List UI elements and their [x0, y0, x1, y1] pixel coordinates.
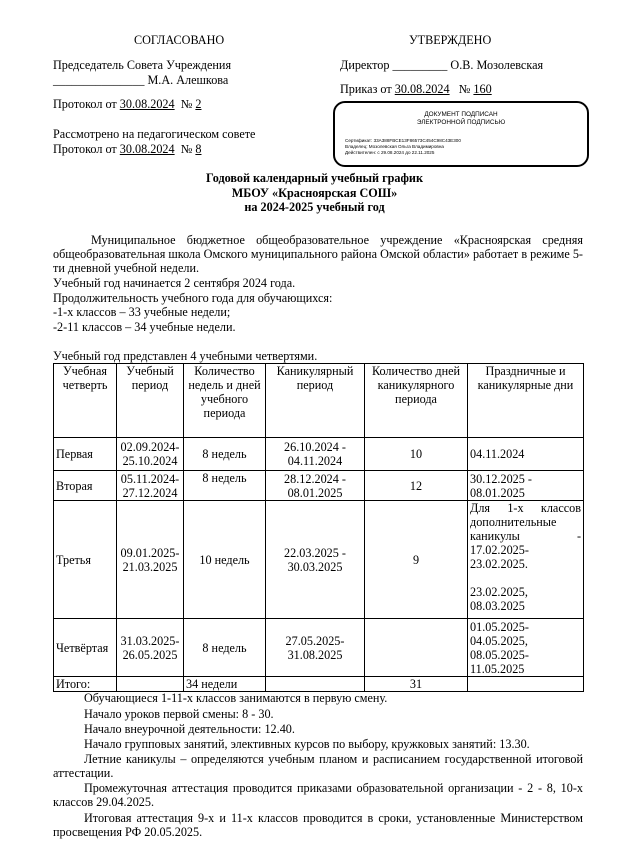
note-group-classes: Начало групповых занятий, элективных курсов по выбору, кружковых занятий: 13.30. — [84, 737, 530, 751]
total-empty-1 — [117, 677, 184, 692]
cell-holidays: 30.12.2025 - 08.01.2025 — [468, 471, 584, 501]
electronic-signature-stamp — [333, 101, 589, 167]
council-protocol-date: 30.08.2024 — [119, 142, 175, 156]
intro-quarters: Учебный год представлен 4 учебными четвертями. — [53, 349, 318, 363]
table-row — [54, 619, 584, 677]
title-line2: МБОУ «Красноярская СОШ» — [231, 186, 398, 200]
intro-grades2-11: -2-11 классов – 34 учебные недели. — [53, 320, 236, 334]
total-days: 31 — [365, 677, 468, 692]
table-row — [54, 471, 584, 501]
cell-period: 09.01.2025-21.03.2025 — [117, 501, 184, 619]
stamp-cert: Сертификат: 33A388FBCE13F86573C454C98C43E300 — [345, 138, 461, 143]
table-row — [54, 501, 584, 619]
header-weeks: Количество недель и дней учебного периода — [184, 364, 266, 438]
protocol-date: 30.08.2024 — [119, 97, 175, 111]
order-no-prefix: № — [458, 82, 471, 96]
cell-vacation: 26.10.2024 - 04.11.2024 — [266, 438, 365, 471]
stamp-valid: Действителен: с 29.08.2024 до 22.11.2025 — [345, 150, 435, 155]
cell-vacation: 27.05.2025-31.08.2025 — [266, 619, 365, 677]
note-shift: Обучающиеся 1-11-х классов занимаются в первую смену. — [84, 691, 388, 705]
cell-weeks: 8 недель — [184, 471, 266, 501]
cell-days: 12 — [365, 471, 468, 501]
cell-quarter: Третья — [54, 501, 117, 619]
cell-holidays: 01.05.2025-04.05.2025, 08.05.2025-11.05.2025 — [468, 619, 584, 677]
chair-name-line: _______________ М.А. Алешкова — [53, 73, 229, 87]
note-lesson-start: Начало уроков первой смены: 8 - 30. — [84, 707, 274, 721]
table-total-row — [54, 677, 584, 692]
cell-holidays: 04.11.2024 — [468, 438, 584, 471]
header-vacation: Каникулярный период — [266, 364, 365, 438]
cell-quarter: Вторая — [54, 471, 117, 501]
council-protocol-line — [53, 142, 201, 156]
cell-period: 05.11.2024-27.12.2024 — [117, 471, 184, 501]
intro-grade1: -1-х классов – 33 учебные недели; — [53, 305, 231, 319]
note-final: Итоговая аттестация 9-х и 11-х классов проводится в сроки, установленные Министерством просвещения РФ 20.05.2025. — [53, 811, 583, 839]
note-summer: Летние каникулы – определяются учебным планом и расписанием государственной итоговой аттестации. — [53, 752, 583, 780]
protocol-prefix: Протокол от — [53, 97, 117, 111]
cell-days: 10 — [365, 438, 468, 471]
council-no-prefix: № — [180, 142, 193, 156]
header-vacation-days: Количество дней каникулярного периода — [365, 364, 468, 438]
total-empty-2 — [266, 677, 365, 692]
total-label: Итого: — [54, 677, 117, 692]
cell-period: 02.09.2024-25.10.2024 — [117, 438, 184, 471]
stamp-line1: ДОКУМЕНТ ПОДПИСАН — [424, 111, 498, 118]
cell-vacation: 28.12.2024 - 08.01.2025 — [266, 471, 365, 501]
total-weeks: 34 недели — [184, 677, 266, 692]
cell-quarter: Четвёртая — [54, 619, 117, 677]
header-quarter: Учебная четверть — [54, 364, 117, 438]
schedule-table — [53, 363, 584, 692]
note-intermediate: Промежуточная аттестация проводится приказами образовательной организации - 2 - 8, 10-х классов 29.04.2025. — [53, 781, 583, 809]
stamp-line2: ЭЛЕКТРОННОЙ ПОДПИСЬЮ — [416, 119, 506, 126]
order-date: 30.08.2024 — [394, 82, 450, 96]
order-prefix: Приказ от — [340, 82, 392, 96]
chair-line: Председатель Совета Учреждения — [53, 58, 232, 72]
total-empty-3 — [468, 677, 584, 692]
note-extracurricular: Начало внеурочной деятельности: 12.40. — [84, 722, 295, 736]
holidays-grade1-note: Для 1-х классов дополнительные каникулы - 17.02.2025-23.02.2025. — [470, 501, 581, 571]
title-line1: Годовой календарный учебный график — [206, 171, 423, 185]
cell-vacation: 22.03.2025 - 30.03.2025 — [266, 501, 365, 619]
header-period: Учебный период — [117, 364, 184, 438]
council-no: 8 — [195, 142, 202, 156]
approval-left-heading: СОГЛАСОВАНО — [134, 33, 225, 47]
table-header-row — [54, 364, 584, 438]
intro-paragraph: Муниципальное бюджетное общеобразовательное учреждение «Красноярская средняя общеобразовательная школа Омского муниципального района Омской области» работает в режиме 5-ти дневной учебной недели. — [53, 233, 583, 275]
cell-period: 31.03.2025-26.05.2025 — [117, 619, 184, 677]
cell-days — [365, 619, 468, 677]
cell-weeks: 10 недель — [184, 501, 266, 619]
protocol-line — [53, 97, 201, 111]
holidays-dates: 23.02.2025, 08.03.2025 — [470, 585, 528, 613]
cell-weeks: 8 недель — [184, 619, 266, 677]
cell-days: 9 — [365, 501, 468, 619]
director-line: Директор _________ О.В. Мозолевская — [340, 58, 544, 72]
table-row — [54, 438, 584, 471]
cell-weeks: 8 недель — [184, 438, 266, 471]
cell-quarter: Первая — [54, 438, 117, 471]
intro-duration: Продолжительность учебного года для обучающихся: — [53, 291, 333, 305]
order-no: 160 — [473, 82, 492, 96]
order-line — [340, 82, 492, 96]
cell-holidays — [468, 501, 584, 619]
approval-right-heading: УТВЕРЖДЕНО — [409, 33, 492, 47]
stamp-owner: Владелец: Мозолевская Ольга Владимировна — [345, 144, 444, 149]
intro-start: Учебный год начинается 2 сентября 2024 года. — [53, 276, 296, 290]
council-line: Рассмотрено на педагогическом совете — [53, 127, 256, 141]
protocol-no-prefix: № — [180, 97, 193, 111]
council-protocol-prefix: Протокол от — [53, 142, 117, 156]
protocol-no: 2 — [195, 97, 202, 111]
title-line3: на 2024-2025 учебный год — [244, 200, 385, 214]
header-holidays: Праздничные и каникулярные дни — [468, 364, 584, 438]
